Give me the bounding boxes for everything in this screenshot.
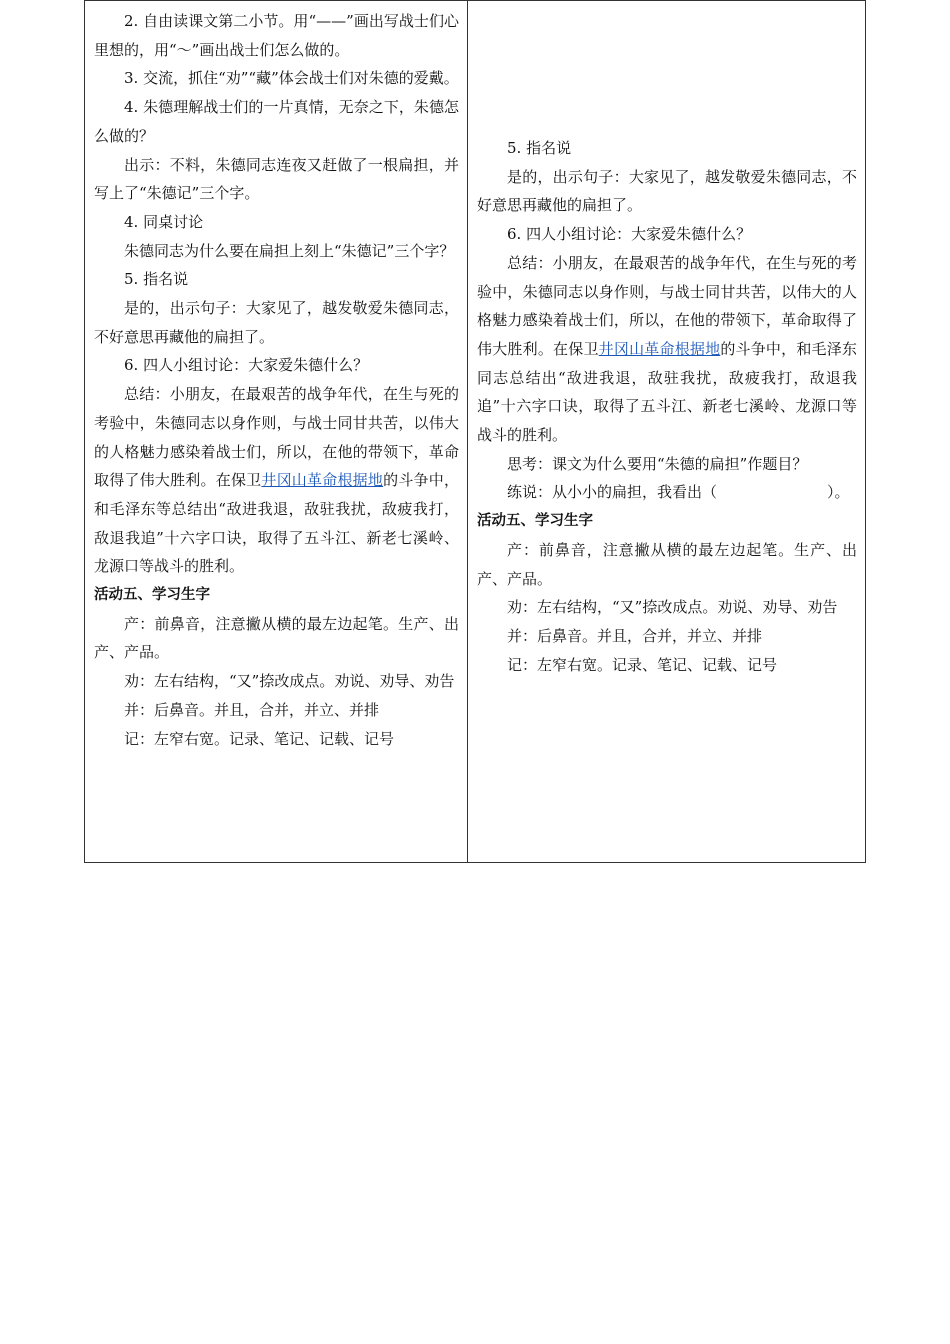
char-ji: 记：左窄右宽。记录、笔记、记载、记号 — [507, 655, 778, 674]
summary-text-before: 总结：小朋友，在最艰苦的战争年代，在生与死的考验中，朱德同志以身作则，与战士同甘共苦，以伟大的人格魅力感染着战士们，所以，在他的带领下，革命取得了伟大胜利。在保卫 — [477, 253, 857, 358]
char-bing: 并：后鼻音。并且，合并，并立、并排 — [507, 626, 763, 645]
lesson-table — [84, 0, 866, 863]
display-sentence-2: 是的，出示句子：大家见了，越发敬爱朱德同志，不好意思再藏他的扁担了。 — [477, 167, 857, 215]
practice-text-after: ）。 — [827, 483, 850, 502]
char-chan: 产：前鼻音，注意撇从横的最左边起笔。生产、出产、产品。 — [477, 540, 857, 588]
name-speak: 5. 指名说 — [124, 270, 189, 289]
practice-speak — [477, 478, 857, 507]
activity-5-heading: 活动五、学习生字 — [94, 587, 210, 604]
char-ji: 记：左窄右宽。记录、笔记、记载、记号 — [124, 729, 395, 748]
summary-text-before: 总结：小朋友，在最艰苦的战争年代，在生与死的考验中，朱德同志以身作则，与战士同甘共苦，以伟大的人格魅力感染着战士们，所以，在他的带领下，革命取得了伟大胜利。在保卫 — [94, 385, 459, 490]
display-sentence-2: 是的，出示句子：大家见了，越发敬爱朱德同志，不好意思再藏他的扁担了。 — [94, 299, 459, 346]
step-4-question: 4. 朱德理解战士们的一片真情，无奈之下，朱德怎么做的？ — [94, 98, 459, 145]
jinggangshan-link[interactable]: 井冈山革命根据地 — [598, 339, 721, 358]
display-sentence: 出示：不料，朱德同志连夜又赶做了一根扁担，并写上了“朱德记”三个字。 — [94, 155, 459, 203]
name-speak: 5. 指名说 — [507, 139, 572, 157]
group-discussion: 6. 四人小组讨论：大家爱朱德什么？ — [124, 356, 369, 375]
summary-text-after: 的斗争中，和毛泽东同志总结出“敌进我退，敌驻我扰，敌疲我打，敌退我追”十六字口诀，取得了五斗江、新老七溪岭、龙源口等战斗的胜利。 — [477, 339, 857, 445]
char-quan: 劝：左右结构，“又”捺改成点。劝说、劝导、劝告 — [507, 598, 838, 617]
right-column — [468, 1, 865, 862]
summary-paragraph — [477, 249, 857, 450]
think-question: 思考：课文为什么要用“朱德的扁担”作题目？ — [507, 454, 808, 473]
char-quan: 劝：左右结构，“又”捺改成点。劝说、劝导、劝告 — [124, 672, 455, 691]
summary-text-after: 的斗争中，和毛泽东等总结出“敌进我退，敌驻我扰，敌疲我打，敌退我追”十六字口诀，取得了五斗江、新老七溪岭、龙源口等战斗的胜利。 — [94, 471, 459, 576]
step-3-paragraph: 3. 交流，抓住“劝”“藏”体会战士们对朱德的爱戴。 — [124, 69, 459, 88]
char-bing: 并：后鼻音。并且，合并，并立、并排 — [124, 700, 380, 719]
jinggangshan-link[interactable]: 井冈山革命根据地 — [261, 471, 384, 490]
char-chan: 产：前鼻音，注意撇从横的最左边起笔。生产、出产、产品。 — [94, 614, 459, 662]
group-discussion: 6. 四人小组讨论：大家爱朱德什么？ — [507, 225, 752, 244]
summary-paragraph — [94, 380, 459, 581]
activity-5-heading: 活动五、学习生字 — [477, 513, 593, 530]
practice-text-before: 练说：从小小的扁担，我看出（ — [507, 483, 718, 502]
step-2-paragraph: 2. 自由读课文第二小节。用“——”画出写战士们心里想的，用“～”画出战士们怎么做的。 — [94, 12, 459, 59]
desk-discussion: 4. 同桌讨论 — [124, 212, 204, 231]
discussion-question: 朱德同志为什么要在扁担上刻上“朱德记”三个字？ — [124, 241, 455, 260]
left-column — [85, 1, 468, 862]
